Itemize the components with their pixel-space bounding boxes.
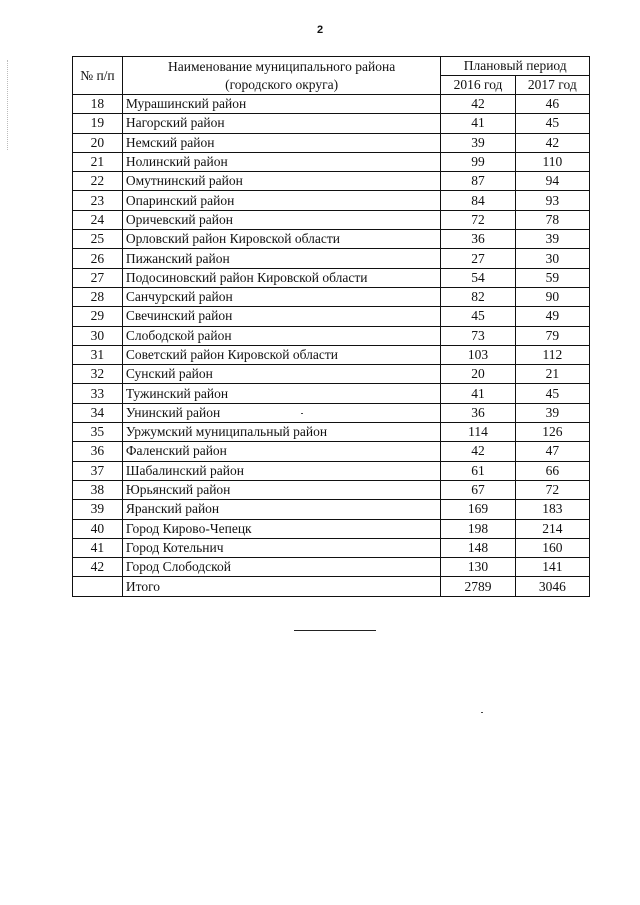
scan-speck	[301, 413, 303, 414]
header-year-2016: 2016 год	[441, 76, 515, 95]
row-number: 21	[73, 152, 123, 171]
value-2016: 130	[441, 558, 515, 577]
value-2017: 160	[515, 538, 589, 557]
value-2017: 49	[515, 307, 589, 326]
value-2017: 78	[515, 210, 589, 229]
table-row	[73, 307, 590, 326]
table-row	[73, 326, 590, 345]
value-2017: 126	[515, 423, 589, 442]
table-row	[73, 461, 590, 480]
row-number: 23	[73, 191, 123, 210]
value-2017: 183	[515, 500, 589, 519]
value-2017: 47	[515, 442, 589, 461]
value-2017: 90	[515, 287, 589, 306]
value-2017: 59	[515, 268, 589, 287]
table-row	[73, 558, 590, 577]
district-name: Город Слободской	[122, 558, 441, 577]
district-name: Мурашинский район	[122, 95, 441, 114]
district-name: Оричевский район	[122, 210, 441, 229]
table-row	[73, 500, 590, 519]
row-number: 18	[73, 95, 123, 114]
header-row-1	[73, 57, 590, 76]
row-number: 38	[73, 480, 123, 499]
row-number: 29	[73, 307, 123, 326]
value-2017: 141	[515, 558, 589, 577]
table-body	[73, 95, 590, 597]
district-name: Свечинский район	[122, 307, 441, 326]
value-2016: 36	[441, 230, 515, 249]
row-number: 19	[73, 114, 123, 133]
value-2016: 103	[441, 345, 515, 364]
row-number: 25	[73, 230, 123, 249]
table-row	[73, 210, 590, 229]
header-name-line2: (городского округа)	[225, 76, 339, 92]
scan-speck	[481, 712, 483, 713]
row-number: 34	[73, 403, 123, 422]
value-2017: 39	[515, 403, 589, 422]
total-label: Итого	[122, 577, 441, 596]
value-2017: 79	[515, 326, 589, 345]
district-name: Слободской район	[122, 326, 441, 345]
table-row	[73, 114, 590, 133]
row-number: 20	[73, 133, 123, 152]
district-name: Опаринский район	[122, 191, 441, 210]
table-row	[73, 519, 590, 538]
row-number: 37	[73, 461, 123, 480]
value-2016: 198	[441, 519, 515, 538]
total-2016: 2789	[441, 577, 515, 596]
value-2016: 39	[441, 133, 515, 152]
header-name	[122, 57, 441, 95]
district-name: Яранский район	[122, 500, 441, 519]
district-name: Фаленский район	[122, 442, 441, 461]
row-number: 42	[73, 558, 123, 577]
table-row	[73, 442, 590, 461]
district-name: Город Котельнич	[122, 538, 441, 557]
district-name: Город Кирово-Чепецк	[122, 519, 441, 538]
value-2016: 72	[441, 210, 515, 229]
row-number: 22	[73, 172, 123, 191]
value-2017: 42	[515, 133, 589, 152]
district-name: Уржумский муниципальный район	[122, 423, 441, 442]
value-2017: 21	[515, 365, 589, 384]
value-2017: 112	[515, 345, 589, 364]
table-row	[73, 249, 590, 268]
value-2017: 46	[515, 95, 589, 114]
table-row	[73, 133, 590, 152]
table-row	[73, 480, 590, 499]
district-name: Шабалинский район	[122, 461, 441, 480]
table-row	[73, 268, 590, 287]
district-name: Тужинский район	[122, 384, 441, 403]
district-name: Юрьянский район	[122, 480, 441, 499]
district-name: Унинский район	[122, 403, 441, 422]
value-2016: 169	[441, 500, 515, 519]
value-2016: 84	[441, 191, 515, 210]
value-2016: 45	[441, 307, 515, 326]
end-rule	[294, 630, 376, 631]
table-row	[73, 345, 590, 364]
page-number: 2	[316, 24, 324, 36]
table-row	[73, 152, 590, 171]
value-2017: 45	[515, 384, 589, 403]
district-name: Немский район	[122, 133, 441, 152]
row-number: 40	[73, 519, 123, 538]
value-2017: 214	[515, 519, 589, 538]
row-number: 30	[73, 326, 123, 345]
header-year-2017: 2017 год	[515, 76, 589, 95]
table-row	[73, 95, 590, 114]
table-row	[73, 172, 590, 191]
value-2017: 66	[515, 461, 589, 480]
table-row	[73, 191, 590, 210]
row-number: 36	[73, 442, 123, 461]
value-2016: 36	[441, 403, 515, 422]
total-number	[73, 577, 123, 596]
table-row	[73, 423, 590, 442]
table-row	[73, 384, 590, 403]
header-name-line1: Наименование муниципального района	[168, 58, 396, 74]
value-2016: 41	[441, 114, 515, 133]
scan-margin-marks	[7, 60, 9, 150]
value-2016: 42	[441, 95, 515, 114]
row-number: 41	[73, 538, 123, 557]
total-row	[73, 577, 590, 596]
value-2016: 73	[441, 326, 515, 345]
value-2017: 39	[515, 230, 589, 249]
value-2016: 67	[441, 480, 515, 499]
table-row	[73, 287, 590, 306]
value-2016: 54	[441, 268, 515, 287]
value-2017: 93	[515, 191, 589, 210]
row-number: 28	[73, 287, 123, 306]
value-2016: 41	[441, 384, 515, 403]
district-name: Санчурский район	[122, 287, 441, 306]
district-name: Нагорский район	[122, 114, 441, 133]
district-name: Советский район Кировской области	[122, 345, 441, 364]
district-name: Омутнинский район	[122, 172, 441, 191]
table-row	[73, 403, 590, 422]
row-number: 27	[73, 268, 123, 287]
value-2016: 99	[441, 152, 515, 171]
header-num: № п/п	[73, 57, 123, 95]
value-2016: 82	[441, 287, 515, 306]
table-row	[73, 230, 590, 249]
value-2016: 114	[441, 423, 515, 442]
value-2016: 148	[441, 538, 515, 557]
value-2017: 110	[515, 152, 589, 171]
row-number: 35	[73, 423, 123, 442]
district-name: Подосиновский район Кировской области	[122, 268, 441, 287]
value-2016: 20	[441, 365, 515, 384]
row-number: 33	[73, 384, 123, 403]
value-2017: 30	[515, 249, 589, 268]
district-name: Сунский район	[122, 365, 441, 384]
district-name: Пижанский район	[122, 249, 441, 268]
value-2016: 27	[441, 249, 515, 268]
table-row	[73, 538, 590, 557]
value-2016: 61	[441, 461, 515, 480]
header-period: Плановый период	[441, 57, 590, 76]
districts-table	[72, 56, 590, 597]
value-2017: 72	[515, 480, 589, 499]
table-row	[73, 365, 590, 384]
value-2017: 94	[515, 172, 589, 191]
row-number: 26	[73, 249, 123, 268]
row-number: 39	[73, 500, 123, 519]
row-number: 32	[73, 365, 123, 384]
value-2016: 42	[441, 442, 515, 461]
district-name: Нолинский район	[122, 152, 441, 171]
district-name: Орловский район Кировской области	[122, 230, 441, 249]
total-2017: 3046	[515, 577, 589, 596]
row-number: 31	[73, 345, 123, 364]
row-number: 24	[73, 210, 123, 229]
value-2017: 45	[515, 114, 589, 133]
value-2016: 87	[441, 172, 515, 191]
